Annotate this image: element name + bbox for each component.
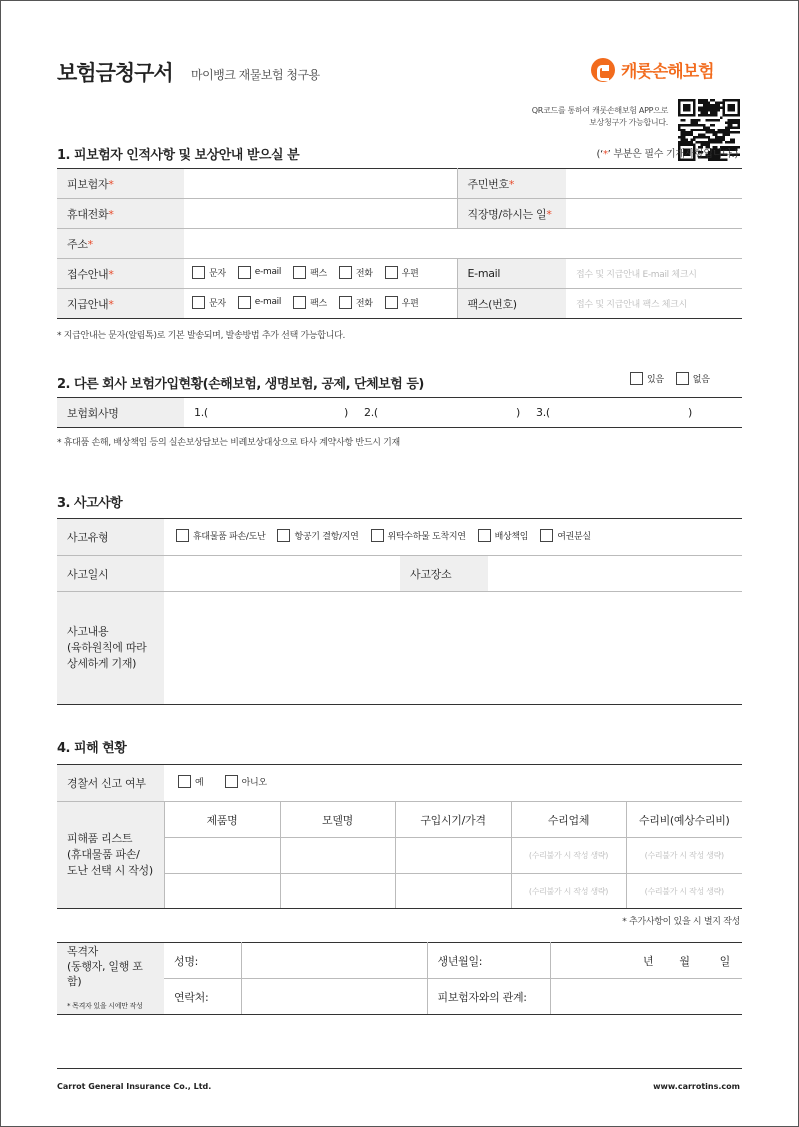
purchase-cell[interactable] [395,874,511,909]
job-label: 직장명/하시는 일* [457,199,566,229]
footer-url[interactable]: www.carrotins.com [653,1082,740,1091]
brand-name: 캐롯손해보험 [621,62,714,82]
witness-relation-field[interactable] [550,979,742,1015]
checkbox[interactable] [339,296,352,309]
carrot-logo-icon [591,58,615,82]
checkbox[interactable] [238,266,251,279]
fax-label: 팩스(번호) [457,289,566,319]
section-4-title: 4. 피해 현황 [57,741,127,756]
model-cell[interactable] [280,838,395,874]
witness-table [57,942,742,1015]
payment-options [184,289,457,319]
required-note-close: ’ 부분은 필수 기재사항입니다.) [607,149,738,160]
damage-table [57,764,742,909]
form-subtitle: 마이뱅크 재물보험 청구용 [191,68,320,82]
police-label: 경찰서 신고 여부 [57,765,164,802]
extra-note: * 추가사항이 있을 시 별지 작성 [622,917,740,927]
witness-birth-label: 생년월일: [427,943,550,979]
receive-fax-option[interactable]: 팩스 [293,266,327,279]
email-label: E-mail [457,259,566,289]
checkbox[interactable] [178,775,191,788]
checkbox[interactable] [293,266,306,279]
qr-note-line: QR코드를 통하여 캐롯손해보험 APP으로 [531,106,668,115]
month-label: 월 [679,954,690,968]
checkbox[interactable] [385,296,398,309]
checkbox[interactable] [676,372,689,385]
police-options [164,765,742,802]
mobile-field[interactable] [184,199,457,229]
address-field[interactable] [184,229,742,259]
day-label: 일 [719,954,730,968]
witness-contact-field[interactable] [241,979,427,1015]
checkbox[interactable] [478,529,491,542]
checkbox[interactable] [385,266,398,279]
accident-type-options [164,519,742,556]
payment-email-option[interactable]: e-mail [238,296,281,309]
checkbox[interactable] [238,296,251,309]
repair-cost-cell[interactable]: (수리불가 시 작성 생략) [626,874,742,909]
mobile-label: 휴대전화* [57,199,184,229]
other-insurance-no[interactable]: 없음 [676,372,710,385]
address-label: 주소* [57,229,184,259]
company-1-open: 1.( [194,406,208,419]
qr-note [532,105,668,129]
checkbox[interactable] [192,266,205,279]
product-cell[interactable] [164,838,280,874]
section-1-title: 1. 피보험자 인적사항 및 보상안내 받으실 분 [57,148,300,163]
payment-fax-option[interactable]: 팩스 [293,296,327,309]
insured-label: 피보험자* [57,169,184,199]
company-fields[interactable] [184,398,742,428]
rrn-field[interactable] [566,169,742,199]
col-model: 모델명 [280,802,395,838]
accident-type-label: 위탁수하물 도착지연 [387,532,466,542]
checkbox[interactable] [176,529,189,542]
checkbox[interactable] [293,296,306,309]
checkbox[interactable] [225,775,238,788]
witness-name-label: 성명: [164,943,241,979]
accident-type-option[interactable] [176,529,265,542]
accident-type-label: 휴대물품 파손/도난 [193,532,266,542]
col-purchase: 구입시기/가격 [395,802,511,838]
accident-desc-label: 사고내용 (육하원칙에 따라 상세하게 기재) [57,592,164,705]
witness-birth-field[interactable] [550,943,742,979]
other-insurance-options [630,372,710,385]
insured-info-table [57,168,742,319]
accident-date-label: 사고일시 [57,556,164,592]
checkbox[interactable] [192,296,205,309]
purchase-cell[interactable] [395,838,511,874]
receive-mail-option[interactable]: 우편 [385,266,419,279]
company-3-open: 3.( [536,406,550,419]
accident-place-label: 사고장소 [400,556,488,592]
checkbox[interactable] [339,266,352,279]
model-cell[interactable] [280,874,395,909]
footer-divider [57,1068,742,1069]
accident-date-field[interactable] [164,556,400,592]
accident-type-option[interactable] [277,529,358,542]
repair-shop-cell[interactable]: (수리불가 시 작성 생략) [511,838,626,874]
receive-options [184,259,457,289]
accident-table [57,518,742,705]
form-title: 보험금청구서 [57,61,173,85]
col-repair-cost: 수리비(예상수리비) [626,802,742,838]
other-insurance-yes[interactable]: 있음 [630,372,664,385]
checkbox[interactable] [630,372,643,385]
checkbox[interactable] [371,529,384,542]
col-product: 제품명 [164,802,280,838]
accident-desc-field[interactable] [164,592,742,705]
fax-field[interactable]: 접수 및 지급안내 팩스 체크시 [566,289,742,319]
police-yes-option[interactable]: 예 [178,775,203,788]
receive-email-option[interactable]: e-mail [238,266,281,279]
witness-contact-label: 연락처: [164,979,241,1015]
police-no-option[interactable]: 아니오 [225,775,267,788]
payment-label: 지급안내* [57,289,184,319]
company-2-close: ) [516,406,520,419]
receive-label: 접수안내* [57,259,184,289]
job-field[interactable] [566,199,742,229]
accident-type-option[interactable] [540,529,591,542]
accident-type-label: 사고유형 [57,519,164,556]
payment-mail-option[interactable]: 우편 [385,296,419,309]
year-label: 년 [643,954,654,968]
company-1-close: ) [344,406,348,419]
required-note [596,145,738,160]
checkbox[interactable] [540,529,553,542]
rrn-label: 주민번호* [457,169,566,199]
qr-note-line: 보상청구가 가능합니다. [589,118,668,127]
company-3-close: ) [688,406,692,419]
required-star: * [602,149,608,160]
accident-type-option[interactable] [371,529,466,542]
insured-name-field[interactable] [184,169,457,199]
other-insurance-table [57,397,742,428]
witness-relation-label: 피보험자와의 관계: [427,979,550,1015]
footer-company: Carrot General Insurance Co., Ltd. [57,1082,212,1091]
product-cell[interactable] [164,874,280,909]
payment-note: * 지급안내는 문자(알림톡)로 기본 발송되며, 발송방법 추가 선택 가능합니다. [57,331,346,341]
brand-logo [591,57,714,82]
damage-header-row [57,802,742,838]
repair-shop-cell[interactable]: (수리불가 시 작성 생략) [511,874,626,909]
accident-place-field[interactable] [488,556,742,592]
receive-sms-option[interactable]: 문자 [192,266,226,279]
repair-cost-cell[interactable]: (수리불가 시 작성 생략) [626,838,742,874]
other-insurance-note: * 휴대품 손해, 배상책임 등의 실손보상담보는 비례보상대상으로 타사 계약사항 반드시 기재 [57,438,400,448]
section-3-title: 3. 사고사항 [57,496,123,511]
col-repair-shop: 수리업체 [511,802,626,838]
required-note-open: (‘ [596,149,603,160]
payment-sms-option[interactable]: 문자 [192,296,226,309]
damage-list-label: 피해품 리스트 (휴대물품 파손/ 도난 선택 시 작성) [57,802,164,909]
accident-type-label: 배상책임 [494,532,529,542]
receive-phone-option[interactable]: 전화 [339,266,373,279]
witness-name-field[interactable] [241,943,427,979]
company-label: 보험회사명 [57,398,184,428]
accident-type-label: 항공기 결항/지연 [294,532,359,542]
checkbox[interactable] [277,529,290,542]
section-2-title: 2. 다른 회사 보험가입현황(손해보험, 생명보험, 공제, 단체보험 등) [57,377,424,392]
email-field[interactable]: 접수 및 지급안내 E-mail 체크시 [566,259,742,289]
accident-type-label: 여권분실 [557,532,591,542]
company-2-open: 2.( [364,406,378,419]
payment-phone-option[interactable]: 전화 [339,296,373,309]
witness-label: 목격자 (동행자, 일행 포함) * 목격자 있을 시에만 작성 [57,943,164,1015]
accident-type-option[interactable] [478,529,529,542]
